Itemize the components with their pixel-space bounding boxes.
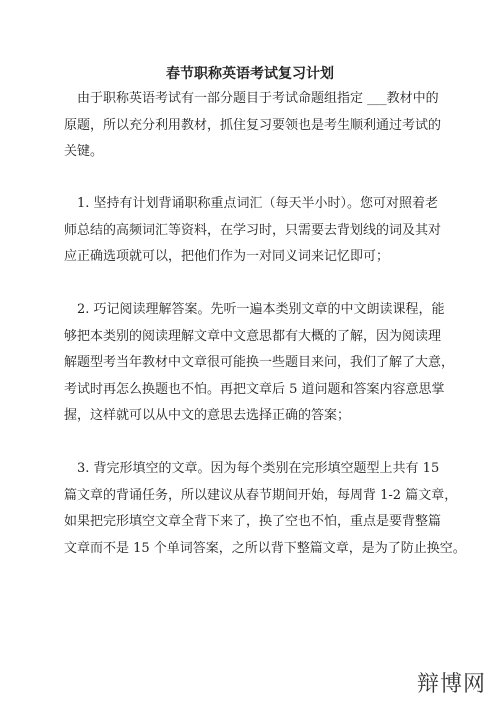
section-3-line: 篇文章的背诵任务，所以建议从春节期间开始，每周背 1-2 篇文章，: [64, 487, 458, 503]
section-3-line: 3. 背完形填空的文章。因为每个类别在完形填空题型上共有 15: [64, 461, 440, 476]
section-3-line: 如果把完形填空文章全背下来了，换了空也不怕，重点是要背整篇: [64, 514, 442, 529]
section-2-line: 2. 巧记阅读理解答案。先听一遍本类别文章的中文朗读课程，能: [64, 302, 445, 317]
section-1-line: 1. 坚持有计划背诵职称重点词汇（每天半小时）。您可对照着老: [64, 196, 439, 211]
section-3-paragraph: [64, 456, 466, 562]
section-3-line: 文章而不是 15 个单词答案，之所以背下整篇文章，是为了防止换空。: [64, 540, 466, 556]
site-watermark: 辩博网: [416, 672, 486, 697]
intro-line: 由于职称英语考试有一部分题目于考试命题组指定 ___教材中的: [64, 91, 439, 106]
section-1-paragraph: [64, 191, 441, 271]
section-2-line: 考试时再怎么换题也不怕。再把文章后 5 道问题和答案内容意思掌: [64, 381, 445, 397]
intro-line: 关键。: [64, 144, 104, 159]
section-1-line: 师总结的高频词汇等资料，在学习时，只需要去背划线的词及其对: [64, 222, 442, 238]
section-2-line: 握，这样就可以从中文的意思去选择正确的答案；: [64, 408, 351, 423]
document-title: 春节职称英语考试复习计划: [166, 66, 334, 82]
intro-line: 原题，所以充分利用教材，抓住复习要领也是考生顺利通过考试的: [64, 117, 442, 133]
intro-paragraph: [64, 86, 441, 166]
section-2-line: 够把本类别的阅读理解文章中文意思都有大概的了解，因为阅读理: [64, 328, 442, 344]
section-2-paragraph: [64, 297, 454, 430]
section-1-line: 应正确选项就可以，把他们作为一对同义词来记忆即可；: [64, 249, 390, 264]
section-2-line: 解题型考当年教材中文章很可能换一些题目来问，我们了解了大意，: [64, 355, 455, 370]
